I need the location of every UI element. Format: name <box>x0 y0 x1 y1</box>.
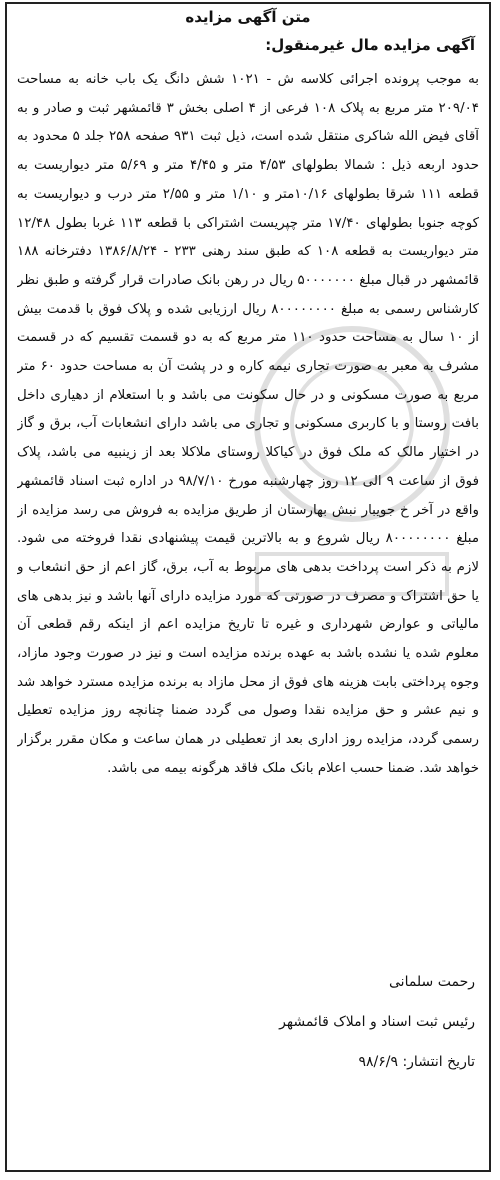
signature-role: رئیس ثبت اسناد و املاک قائمشهر <box>279 1014 475 1030</box>
notice-frame <box>5 2 491 1172</box>
notice-subtitle: آگهی مزایده مال غیرمنقول: <box>265 36 475 54</box>
publish-date: تاریخ انتشار: ۹۸/۶/۹ <box>358 1054 475 1070</box>
notice-title: متن آگهی مزایده <box>185 8 311 26</box>
notice-body: به موجب پرونده اجرائی کلاسه ش - ۱۰۲۱ شش دانگ یک باب خانه به مساحت ۲۰۹/۰۴ متر مربع به پلاک ۱۰۸ فرعی از ۴ اصلی بخش ۳ قائمشهر ثبت و صادر و به آقای فیض الله شاکری منتقل شده است، ذیل ثبت ۹۳۱ صفحه ۲۵۸ جلد ۵ محدود به حدود اربعه ذیل : شمالا بطولهای ۴/۵۳ متر و ۴/۴۵ متر و ۵/۶۹ متر دیواریست به قطعه ۱۱۱ شرقا بطولهای ۱۰/۱۶متر و ۱/۱۰ متر و ۲/۵۵ متر درب و دیواریست به کوچه جنوبا بطولهای ۱۷/۴۰ متر چپریست اشتراکی با قطعه ۱۱۳ غربا بطول ۱۲/۴۸ متر دیواریست به قطعه ۱۰۸ که طبق سند رهنی ۲۳۳ - ۱۳۸۶/۸/۲۴ دفترخانه ۱۸۸ قائمشهر در قبال مبلغ ۵۰۰۰۰۰۰۰ ریال در رهن بانک صادرات قرار گرفته و طبق نظر کارشناس رسمی به مبلغ ۸۰۰۰۰۰۰۰۰ ریال ارزیابی شده و پلاک فوق با قدمت بیش از ۱۰ سال به مساحت حدود ۱۱۰ متر مربع که به دو قسمت تقسیم که در قسمت مشرف به معبر به صورت تجاری نیمه کاره و در پشت آن به مساحت حدود ۶۰ متر مربع به صورت مسکونی و در حال سکونت می باشد و با استعلام از دهیاری داخل بافت روستا و با کاربری مسکونی و تجاری می باشد دارای انشعابات آب، برق و گاز در اختیار مالک که ملک فوق در کیاکلا روستای ملاکلا بعد از زینبیه می باشد، پلاک فوق از ساعت ۹ الی ۱۲ روز چهارشنبه مورخ ۹۸/۷/۱۰ در اداره ثبت اسناد قائمشهر واقع در آخر خ جویبار نبش بهارستان از طریق مزایده به فروش می رسد مزایده از مبلغ ۸۰۰۰۰۰۰۰۰ ریال شروع و به بالاترین قیمت پیشنهادی نقدا فروخته می شود. لازم به ذکر است پرداخت بدهی های مربوط به آب، برق، گاز اعم از حق انشعاب و یا حق اشتراک و مصرف در صورتی که مورد مزایده دارای آنها باشد و نیز بدهی های مالیاتی و عوارض شهرداری و غیره تا تاریخ مزایده اعم از اینکه رقم قطعی آن معلوم شده یا نشده باشد به عهده برنده مزایده است و نیز در صورت وجود مازاد، وجوه پرداختی بابت هزینه های فوق از محل مازاد به برنده مزایده مسترد خواهد شد و نیم عشر و حق مزایده نقدا وصول می گردد ضمنا چنانچه روز مزایده تعطیل رسمی گردد، مزایده روز اداری بعد از تعطیلی در همان ساعت و مکان مقرر برگزار خواهد شد. ضمنا حسب اعلام بانک ملک فاقد هرگونه بیمه می باشد. <box>17 72 479 776</box>
signature-name: رحمت سلمانی <box>389 974 475 990</box>
